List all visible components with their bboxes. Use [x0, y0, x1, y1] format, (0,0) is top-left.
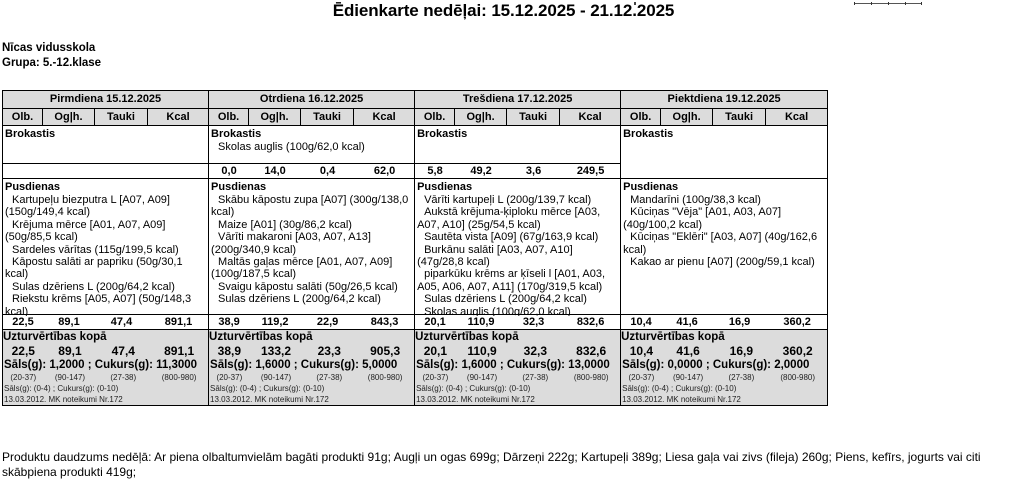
- range-olb-0: (20-37): [10, 373, 37, 382]
- bf-total-kcal-0: [148, 164, 209, 179]
- dish-item: Maize [A01] (30g/86,2 kcal): [218, 218, 352, 231]
- dish-item: Sardeles vārītas (115g/199,5 kcal): [12, 243, 179, 256]
- sum-kcal-1: 905,3: [370, 344, 401, 358]
- col-header-olb-3: Olb.: [621, 109, 661, 126]
- summary-title-1: Uzturvērtības kopā: [209, 331, 313, 343]
- meal-title-lunch-0: Pusdienas: [5, 181, 61, 193]
- lunch-items-0: [5, 194, 206, 316]
- dish-item: Skolas auglis (100g/62,0 kcal): [218, 141, 365, 153]
- bf-total-kcal-2: 249,5: [560, 164, 621, 179]
- dish-item: Mandarīni (100g/38,3 kcal): [630, 194, 761, 206]
- lu-total-tauki-1: 22,9: [301, 315, 354, 330]
- salt-sugar-range-3: Sāls(g): (0-4) ; Cukurs(g): (0-10): [622, 384, 737, 393]
- range-tauki-2: (27-38): [522, 373, 549, 382]
- regulation-1: 13.03.2012. MK noteikumi Nr.172: [210, 395, 329, 404]
- summary-cell-1: [209, 330, 415, 406]
- salt-sugar-1: Sāls(g): 1,6000 ; Cukurs(g): 5,0000: [210, 359, 398, 371]
- bf-total-olb-1: 0,0: [209, 164, 249, 179]
- lunch-items-3: [623, 194, 825, 268]
- lunch-totals-3: [621, 314, 828, 329]
- col-header-oglh-3: Og|h.: [661, 109, 713, 126]
- sum-kcal-3: 360,2: [782, 344, 813, 358]
- lu-total-tauki-0: 47,4: [95, 315, 148, 330]
- summary-totals-3: [621, 344, 827, 358]
- salt-sugar-2: Sāls(g): 1,6000 ; Cukurs(g): 13,0000: [416, 359, 610, 371]
- meal-title-breakfast-3: Brokastis: [623, 128, 674, 140]
- dish-item: Skābu kāpostu zupa [A07] (300g/138,0 kcal): [211, 194, 409, 219]
- range-olb-3: (20-37): [628, 373, 655, 382]
- lunch-totals-2: [415, 314, 621, 329]
- col-header-tauki-3: Tauki: [713, 109, 766, 126]
- col-header-kcal-2: Kcal: [560, 109, 621, 126]
- lunch-totals-1: [209, 314, 415, 329]
- col-header-olb-2: Olb.: [415, 109, 455, 126]
- school-info: [2, 41, 101, 71]
- dish-item: Kāpostu salāti ar papriku (50g/30,1 kcal): [5, 256, 183, 281]
- sum-kcal-0: 891,1: [164, 344, 195, 358]
- lu-total-oglh-1: 119,2: [249, 315, 301, 330]
- summary-title-2: Uzturvērtības kopā: [415, 331, 519, 343]
- col-header-kcal-1: Kcal: [354, 109, 415, 126]
- range-kcal-3: (800-980): [780, 373, 816, 382]
- day-header-0: Pirmdiena 15.12.2025: [3, 91, 209, 109]
- bf-total-tauki-2: 3,6: [507, 164, 560, 179]
- bf-total-kcal-1: 62,0: [354, 164, 415, 179]
- summary-cell-0: [3, 330, 209, 406]
- col-header-tauki-2: Tauki: [507, 109, 560, 126]
- salt-sugar-range-2: Sāls(g): (0-4) ; Cukurs(g): (0-10): [416, 384, 531, 393]
- summary-title-0: Uzturvērtības kopā: [3, 331, 107, 343]
- summary-cell-2: [415, 330, 621, 406]
- salt-sugar-range-1: Sāls(g): (0-4) ; Cukurs(g): (0-10): [210, 384, 325, 393]
- dish-item: Vārīti kartupeļi L (200g/139,7 kcal): [424, 194, 592, 206]
- col-header-oglh-0: Og|h.: [43, 109, 95, 126]
- lu-total-olb-2: 20,1: [415, 315, 455, 330]
- range-row-3: [621, 372, 827, 383]
- day-header-1: Otrdiena 16.12.2025: [209, 91, 415, 109]
- sum-oglh-0: 89,1: [58, 344, 82, 358]
- range-oglh-0: (90-147): [54, 373, 86, 382]
- range-oglh-1: (90-147): [260, 373, 292, 382]
- dish-item: Skolas auglis (100g/62,0 kcal): [424, 305, 571, 316]
- lunch-items-1: [211, 194, 412, 306]
- dish-item: Sulas dzēriens L (200g/64,2 kcal): [218, 293, 381, 306]
- summary-title-3: Uzturvērtības kopā: [621, 331, 725, 343]
- bf-total-tauki-0: [95, 164, 148, 179]
- lunch-row: [3, 179, 828, 330]
- weekly-menu-table: [2, 90, 828, 406]
- lu-total-tauki-2: 32,3: [507, 315, 560, 330]
- range-tauki-1: (27-38): [316, 373, 343, 382]
- range-olb-1: (20-37): [216, 373, 243, 382]
- sum-tauki-1: 23,3: [317, 344, 341, 358]
- range-kcal-0: (800-980): [161, 373, 197, 382]
- bf-total-tauki-1: 0,4: [301, 164, 354, 179]
- col-header-tauki-0: Tauki: [95, 109, 148, 126]
- lu-total-olb-1: 38,9: [209, 315, 249, 330]
- breakfast-cell-1: [209, 126, 415, 179]
- lu-total-kcal-1: 843,3: [354, 315, 415, 330]
- range-kcal-1: (800-980): [367, 373, 403, 382]
- lunch-cell-1: [209, 179, 415, 330]
- bf-total-oglh-0: [43, 164, 95, 179]
- col-header-kcal-0: Kcal: [148, 109, 209, 126]
- dish-item: Burkānu salāti [A03, A07, A10] (47g/28,8 kcal): [417, 243, 573, 269]
- lu-total-olb-3: 10,4: [621, 315, 661, 330]
- meal-title-breakfast-0: Brokastis: [5, 128, 56, 140]
- regulation-0: 13.03.2012. MK noteikumi Nr.172: [4, 395, 123, 404]
- sum-tauki-3: 16,9: [729, 344, 754, 358]
- range-row-2: [415, 372, 620, 383]
- summary-totals-2: [415, 344, 620, 358]
- bf-total-oglh-1: 14,0: [249, 164, 301, 179]
- meal-title-breakfast-1: Brokastis: [211, 128, 262, 140]
- range-tauki-3: (27-38): [728, 373, 755, 382]
- sum-olb-3: 10,4: [629, 344, 654, 358]
- lu-total-tauki-3: 16,9: [713, 315, 766, 330]
- col-header-oglh-1: Og|h.: [249, 109, 301, 126]
- bf-total-olb-0: [3, 164, 43, 179]
- sum-olb-2: 20,1: [423, 344, 448, 358]
- regulation-2: 13.03.2012. MK noteikumi Nr.172: [416, 395, 535, 404]
- col-header-tauki-1: Tauki: [301, 109, 354, 126]
- range-row-0: [3, 372, 208, 383]
- meal-title-lunch-1: Pusdienas: [211, 181, 267, 193]
- breakfast-totals-1: [209, 163, 415, 178]
- lunch-cell-3: [621, 179, 828, 330]
- lu-total-kcal-2: 832,6: [560, 315, 621, 330]
- meal-title-lunch-3: Pusdienas: [623, 181, 679, 193]
- regulation-3: 13.03.2012. MK noteikumi Nr.172: [622, 395, 741, 404]
- lunch-cell-0: [3, 179, 209, 330]
- range-oglh-2: (90-147): [466, 373, 498, 382]
- day-header-row: [3, 91, 828, 109]
- summary-cell-3: [621, 330, 828, 406]
- breakfast-totals-0: [3, 163, 209, 178]
- dish-item: Krējuma mērce [A01, A07, A09] (50g/85,5 kcal): [5, 218, 166, 244]
- breakfast-cell-3: [621, 126, 828, 179]
- footer-note: Produktu daudzums nedēļā: Ar piena olbaltumvielām bagāti produkti 91g; Augļi un ogas 699g; Dārzeņi 222g; Kartupeļi 389g; Liesa gaļa vai zivs (fileja) 260g; Piens, kefīrs, jogurts vai citi skābpiena produkti 419g;: [2, 450, 981, 479]
- range-tauki-0: (27-38): [110, 373, 137, 382]
- lu-total-kcal-0: 891,1: [148, 315, 209, 330]
- dish-item: Maltās gaļas mērce [A01, A07, A09] (100g/187,5 kcal): [211, 256, 393, 281]
- dish-item: Kūciņas "Vēja" [A01, A03, A07] (40g/100,2 kcal): [623, 206, 782, 231]
- lu-total-olb-0: 22,5: [3, 315, 43, 330]
- lu-total-oglh-0: 89,1: [43, 315, 95, 330]
- range-row-1: [209, 372, 414, 383]
- salt-sugar-range-0: Sāls(g): (0-4) ; Cukurs(g): (0-10): [4, 384, 119, 393]
- dish-item: Vārīti makaroni [A03, A07, A13] (200g/340,9 kcal): [211, 231, 371, 256]
- range-oglh-3: (90-147): [672, 373, 704, 382]
- school-name: Nīcas vidusskola: [2, 42, 96, 54]
- day-header-3: Piektdiena 19.12.2025: [621, 91, 828, 109]
- lunch-cell-2: [415, 179, 621, 330]
- col-header-olb-1: Olb.: [209, 109, 249, 126]
- dish-item: Sautēta vista [A09] (67g/163,9 kcal): [424, 231, 599, 244]
- salt-sugar-0: Sāls(g): 1,2000 ; Cukurs(g): 11,3000: [4, 359, 198, 371]
- salt-sugar-3: Sāls(g): 0,0000 ; Cukurs(g): 2,0000: [622, 359, 810, 371]
- sum-oglh-3: 41,6: [676, 344, 700, 358]
- dish-item: Kūciņas "Eklēri" [A03, A07] (40g/162,6 kcal): [623, 231, 818, 256]
- dish-item: Svaigu kāpostu salāti (50g/26,5 kcal): [218, 280, 398, 293]
- lunch-totals-0: [3, 314, 209, 329]
- sum-oglh-1: 133,2: [261, 344, 292, 358]
- dish-item: Sulas dzēriens L (200g/64,2 kcal): [12, 280, 175, 293]
- day-header-2: Trešdiena 17.12.2025: [415, 91, 621, 109]
- dish-item: Riekstu krēms [A05, A07] (50g/148,3 kcal): [5, 293, 192, 316]
- sum-tauki-0: 47,4: [111, 344, 135, 358]
- sum-olb-0: 22,5: [11, 344, 35, 358]
- summary-totals-1: [209, 344, 414, 358]
- meal-title-breakfast-2: Brokastis: [417, 128, 468, 140]
- sum-oglh-2: 110,9: [467, 344, 497, 358]
- breakfast-row: [3, 126, 828, 179]
- sum-tauki-2: 32,3: [523, 344, 547, 358]
- dish-item: Aukstā krējuma-ķiploku mērce [A03, A07, A10] (25g/54,5 kcal): [417, 206, 601, 231]
- column-header-row: [3, 109, 828, 126]
- dish-item: Kartupeļu biezputra L [A07, A09] (150g/149,4 kcal): [5, 194, 170, 219]
- breakfast-cell-0: [3, 126, 209, 179]
- col-header-kcal-3: Kcal: [766, 109, 828, 126]
- range-kcal-2: (800-980): [573, 373, 609, 382]
- bf-total-oglh-2: 49,2: [455, 164, 507, 179]
- breakfast-cell-2: [415, 126, 621, 179]
- lu-total-oglh-3: 41,6: [661, 315, 713, 330]
- col-header-olb-0: Olb.: [3, 109, 43, 126]
- dish-item: piparkūku krēms ar ķīseli l [A01, A03, A05, A06, A07, A11] (170g/319,5 kcal): [417, 268, 606, 293]
- dish-item: Sulas dzēriens L (200g/64,2 kcal): [424, 293, 587, 306]
- summary-row: [3, 330, 828, 406]
- bf-total-olb-2: 5,8: [415, 164, 455, 179]
- breakfast-totals-2: [415, 163, 621, 178]
- meal-title-lunch-2: Pusdienas: [417, 181, 473, 193]
- lu-total-kcal-3: 360,2: [766, 315, 828, 330]
- lunch-items-2: [417, 194, 618, 316]
- range-olb-2: (20-37): [422, 373, 449, 382]
- sum-olb-1: 38,9: [217, 344, 242, 358]
- dish-item: Kakao ar pienu [A07] (200g/59,1 kcal): [630, 256, 815, 269]
- page-title: Ēdienkarte nedēļai: 15.12.2025 - 21.12.2025: [332, 1, 675, 20]
- col-header-oglh-2: Og|h.: [455, 109, 507, 126]
- summary-totals-0: [3, 344, 208, 358]
- lu-total-oglh-2: 110,9: [455, 315, 507, 330]
- group-name: Grupa: 5.-12.klase: [2, 57, 102, 69]
- sum-kcal-2: 832,6: [576, 344, 607, 358]
- breakfast-items-1: [211, 141, 412, 153]
